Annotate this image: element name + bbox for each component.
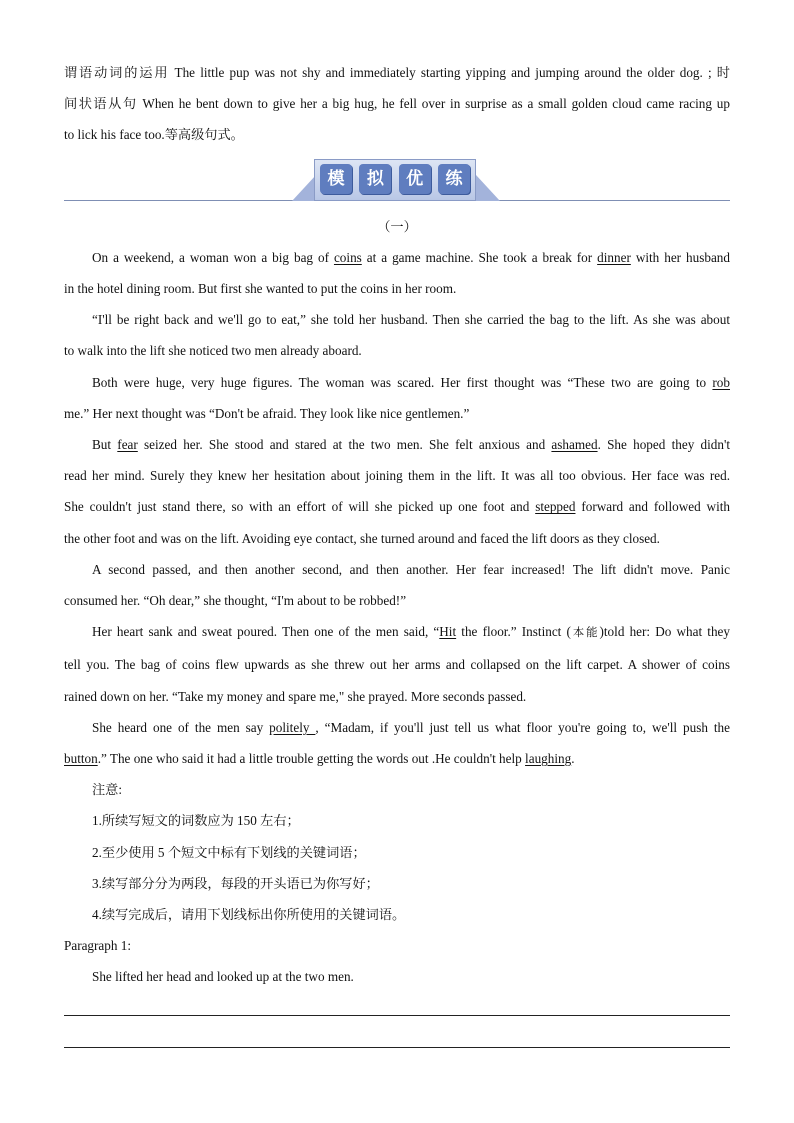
intro-line-1: [64, 57, 730, 88]
story-p1-line-1: [64, 242, 730, 273]
story-p4-line-2: read her mind. Surely they knew her hesitation about joining them in the lift. It was all too obvious. Her face was red.: [64, 468, 730, 484]
story-p6-line-1: [64, 616, 730, 649]
text-run: But: [92, 437, 118, 453]
story-p6-line-2: tell you. The bag of coins flew upwards as she threw out her arms and collapsed on the lift carpet. A shower of coins: [64, 657, 730, 673]
paragraph-1-opening: She lifted her head and looked up at the two men.: [92, 969, 354, 985]
text-run: She couldn't just stand there, so with an effort of will she picked up one foot and: [64, 499, 536, 515]
story-p4-line-1: [64, 429, 730, 460]
keyword-politely: politely: [269, 719, 316, 735]
text-run: with her husband: [630, 249, 730, 265]
story-p5-line-1: A second passed, and then another second, and then another. Her fear increased! The lift didn't move. Panic: [92, 561, 730, 577]
keyword-rob: rob: [712, 374, 730, 390]
story-p7-line-2: [64, 743, 730, 774]
note-item: 3.续写部分分为两段，每段的开头语已为你写好；: [92, 875, 379, 891]
keyword-laughing: laughing: [525, 751, 572, 767]
banner-char: 拟: [359, 164, 391, 194]
story-p2-line-2: to walk into the lift she noticed two men already aboard.: [64, 343, 362, 359]
note-item: 2.至少使用 5 个短文中标有下划线的关键词语；: [92, 844, 366, 860]
intro-line-2: 间状语从句 When he bent down to give her a big hug, he fell over in surprise as a small golden cloud came racing up: [64, 96, 730, 112]
section-banner: [64, 159, 730, 207]
banner-left-wing: [292, 175, 316, 201]
text-run: On a weekend, a woman won a big bag of: [92, 249, 334, 265]
story-p1-line-2: in the hotel dining room. But first she wanted to put the coins in her room.: [64, 281, 457, 297]
story-p6-line-3: rained down on her. “Take my money and spare me," she prayed. More seconds passed.: [64, 688, 527, 704]
story-p4-line-4: the other foot and was on the lift. Avoiding eye contact, she turned around and faced the lift doors as they closed.: [64, 530, 660, 546]
keyword-button: button: [64, 751, 98, 767]
keyword-fear: fear: [117, 437, 138, 453]
story-p4-line-3: [64, 491, 730, 522]
section-number: （一）: [377, 218, 417, 234]
text-run: the floor.” Instinct (: [456, 624, 571, 640]
paragraph-1-label: Paragraph 1:: [64, 938, 132, 954]
story-p5-line-2: consumed her. “Oh dear,” she thought, “I'm about to be robbed!”: [64, 593, 407, 609]
story-p7-line-1: [64, 712, 730, 743]
text-run: , “Madam, if you'll just tell us what floor you're going to, we'll push the: [315, 719, 730, 735]
story-p2-line-1: “I'll be right back and we'll go to eat,” she told her husband. Then she carried the bag to the lift. As she was about: [92, 312, 730, 328]
note-item: 4.续写完成后，请用下划线标出你所使用的关键词语。: [92, 907, 406, 923]
text-run: Her heart sank and sweat poured. Then one of the men said, “: [92, 624, 440, 640]
text-run: . She hoped they didn't: [597, 437, 731, 453]
banner-char: 优: [399, 164, 431, 194]
gloss-instinct: 本能: [570, 627, 600, 640]
notes-block: [64, 774, 730, 930]
text-run: Both were huge, very huge figures. The woman was scared. Her first thought was “These two are going to: [92, 374, 713, 390]
notes-title: 注意:: [92, 782, 123, 798]
keyword-stepped: stepped: [535, 499, 576, 515]
story-p3-line-1: [64, 367, 730, 398]
banner-graphic: [292, 159, 500, 201]
note-item: 1.所续写短文的词数应为 150 左右；: [92, 813, 300, 829]
keyword-ashamed: ashamed: [551, 437, 598, 453]
intro-block: [64, 57, 730, 151]
document-page: [64, 0, 730, 993]
story-p3-line-2: me.” Her next thought was “Don't be afraid. They look like nice gentlemen.”: [64, 405, 470, 421]
text-run: seized her. She stood and stared at the two men. She felt anxious and: [137, 437, 552, 453]
story-text: [64, 242, 730, 774]
keyword-dinner: dinner: [597, 249, 631, 265]
text-run: She heard one of the men say: [92, 719, 270, 735]
text-run: at a game machine. She took a break for: [361, 249, 598, 265]
text-run: .” The one who said it had a little trouble getting the words out .He couldn't help: [97, 751, 526, 767]
banner-char: 练: [438, 164, 470, 194]
text-run: )told her: Do what they: [599, 624, 731, 640]
answer-line[interactable]: [64, 1015, 730, 1016]
intro-text-cn: 谓语动词的运用: [64, 65, 175, 80]
intro-line-3: to lick his face too.等高级句式。: [64, 127, 244, 143]
banner-right-wing: [476, 175, 500, 201]
banner-char: 模: [320, 164, 352, 194]
text-run: .: [571, 751, 575, 767]
intro-text-en: The little pup was not shy and immediately starting yipping and jumping around the older dog. ; 时: [174, 65, 730, 80]
answer-line[interactable]: [64, 1047, 730, 1048]
banner-title: [320, 164, 470, 194]
text-run: forward and followed with: [575, 499, 731, 515]
keyword-hit: Hit: [439, 624, 457, 640]
keyword-coins: coins: [333, 249, 362, 265]
